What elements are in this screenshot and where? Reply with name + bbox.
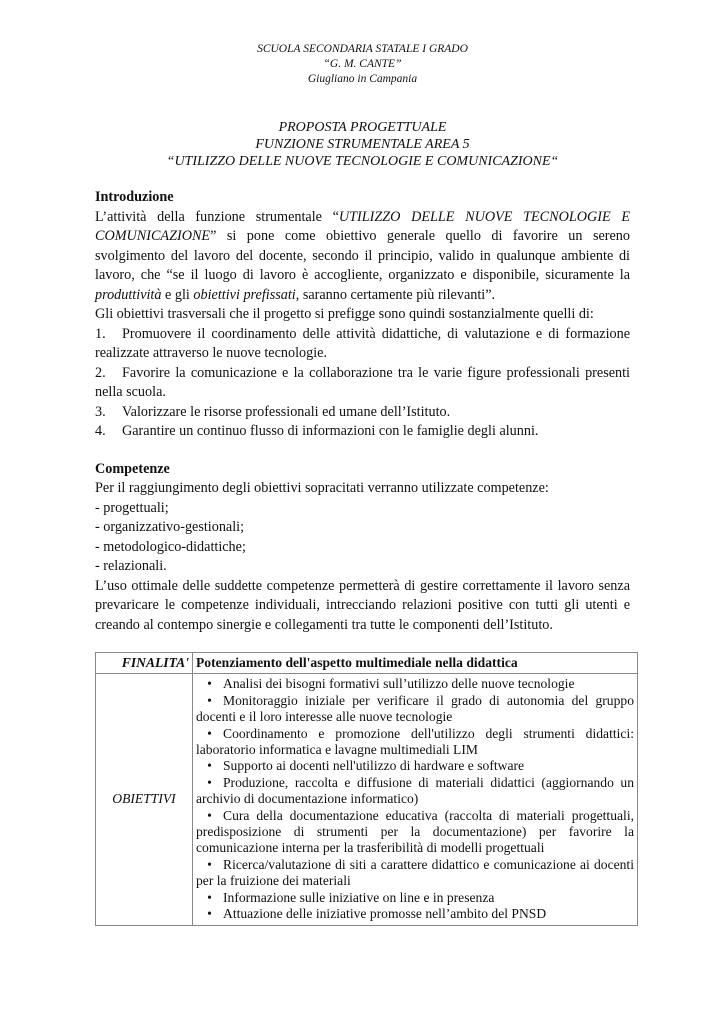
- list-number: 1.: [95, 325, 106, 342]
- list-text: Favorire la comunicazione e la collaborazione tra le varie figure professionali presenti nella scuola.: [95, 364, 630, 400]
- competenze-item: - relazionali.: [95, 558, 167, 574]
- title-line-2: FUNZIONE STRUMENTALE AREA 5: [255, 137, 470, 152]
- competenze-item: - organizzativo-gestionali;: [95, 519, 245, 535]
- intro-text-b: UTILIZZO DELLE NUOVE TECNOLOGIE E COMUNICAZIONE: [95, 208, 630, 244]
- competenze-item: - progettuali;: [95, 499, 169, 516]
- bullet-icon: •: [207, 889, 212, 905]
- title-line-3: “UTILIZZO DELLE NUOVE TECNOLOGIE E COMUNICAZIONE“: [166, 154, 559, 169]
- school-dedication: “G. M. CANTE”: [323, 58, 402, 70]
- bullet-icon: •: [207, 758, 212, 774]
- intro-text-a: L’attività della funzione strumentale “: [95, 208, 339, 225]
- list-text: Analisi dei bisogni formativi sull’utilizzo delle nuove tecnologie: [223, 676, 575, 692]
- bullet-icon: •: [207, 725, 212, 741]
- table-row: [96, 653, 638, 674]
- document-title: [0, 119, 725, 170]
- list-item: [196, 775, 634, 808]
- intro-text-f: obiettivi prefissati: [193, 286, 296, 303]
- intro-paragraph: [95, 208, 630, 306]
- list-item: [95, 403, 630, 423]
- competenze-paragraph: L’uso ottimale delle suddette competenze permetterà di gestire correttamente il lavoro senza prevaricare le competenze individuali, intrecciando relazioni positive con tutti gli utenti e creando al contempo sinergie e collegamenti tra tutte le componenti dell’Istituto.: [95, 577, 630, 633]
- table-row: [96, 674, 638, 925]
- intro-text-c: ” si pone come obiettivo generale quello di favorire un sereno svolgimento del lavoro del docente, secondo il principio, valido in qualunque ambiente di lavoro, che “se il luogo di lavoro è accogliente, organizzato e disponibile, sicuramente la: [95, 228, 630, 283]
- list-item: [196, 857, 634, 890]
- finalita-label: FINALITA': [96, 653, 193, 674]
- bullet-icon: •: [207, 906, 212, 922]
- list-item: [95, 325, 630, 364]
- objectives-table: [95, 652, 638, 926]
- list-number: 4.: [95, 423, 106, 439]
- list-item: [95, 364, 630, 403]
- school-header: [0, 42, 725, 87]
- intro-text-d: produttività: [95, 286, 162, 303]
- school-city: Giugliano in Campania: [307, 73, 418, 85]
- list-number: 2.: [95, 364, 106, 381]
- bullet-icon: •: [207, 774, 212, 790]
- intro-text-e: e gli: [161, 286, 194, 303]
- list-text: Valorizzare le risorse professionali ed umane dell’Istituto.: [122, 403, 451, 420]
- obiettivi-label: OBIETTIVI: [96, 674, 193, 925]
- bullet-icon: •: [207, 856, 212, 872]
- list-text: Promuovere il coordinamento delle attività didattiche, di valutazione e di formazione realizzate attraverso le nuove tecnologie.: [95, 325, 630, 361]
- list-text: Attuazione delle iniziative promosse nell’ambito del PNSD: [223, 906, 547, 922]
- document-body: [95, 188, 630, 635]
- list-text: Produzione, raccolta e diffusione di materiali didattici (aggiornando un archivio di documentazione informatico): [196, 774, 634, 807]
- list-text: Ricerca/valutazione di siti a carattere didattico e comunicazione ai docenti per la fruizione dei materiali: [196, 856, 634, 889]
- list-item: [196, 808, 634, 857]
- list-number: 3.: [95, 403, 106, 420]
- list-item: [196, 758, 634, 774]
- objectives-list: [95, 325, 630, 442]
- school-name: SCUOLA SECONDARIA STATALE I GRADO: [257, 43, 468, 55]
- list-text: Garantire un continuo flusso di informazioni con le famiglie degli alunni.: [122, 423, 539, 439]
- list-item: [196, 726, 634, 759]
- intro-objectives-lead: Gli obiettivi trasversali che il progetto si prefigge sono quindi sostanzialmente quelli di:: [95, 306, 594, 322]
- list-text: Informazione sulle iniziative on line e in presenza: [223, 889, 495, 905]
- intro-text-g: , saranno certamente più rilevanti”.: [295, 286, 496, 303]
- bullet-icon: •: [207, 692, 212, 708]
- competenze-heading: Competenze: [95, 460, 170, 477]
- list-item: [196, 906, 634, 922]
- list-item: [196, 890, 634, 906]
- list-item: [95, 422, 630, 442]
- list-text: Supporto ai docenti nell'utilizzo di hardware e software: [223, 758, 525, 774]
- obiettivi-cell: [193, 674, 638, 925]
- obiettivi-list: [196, 676, 634, 922]
- competenze-lead: Per il raggiungimento degli obiettivi sopracitati verranno utilizzate competenze:: [95, 480, 549, 496]
- intro-heading: Introduzione: [95, 189, 174, 205]
- bullet-icon: •: [207, 676, 212, 692]
- list-text: Monitoraggio iniziale per verificare il grado di autonomia del gruppo docenti e il loro interesse alle nuove tecnologie: [196, 692, 634, 725]
- finalita-value: Potenziamento dell'aspetto multimediale nella didattica: [193, 653, 638, 674]
- list-text: Coordinamento e promozione dell'utilizzo degli strumenti didattici: laboratorio informatica e lavagne multimediali LIM: [196, 725, 634, 758]
- bullet-icon: •: [207, 807, 212, 823]
- list-item: [196, 693, 634, 726]
- list-item: [196, 676, 634, 692]
- list-text: Cura della documentazione educativa (raccolta di materiali progettuali, predisposizione di strumenti per la documentazione) per favorire la comunicazione interna per la trasferibilità di modelli progettuali: [196, 807, 634, 856]
- title-line-1: PROPOSTA PROGETTUALE: [278, 120, 447, 135]
- competenze-item: - metodologico-didattiche;: [95, 538, 246, 555]
